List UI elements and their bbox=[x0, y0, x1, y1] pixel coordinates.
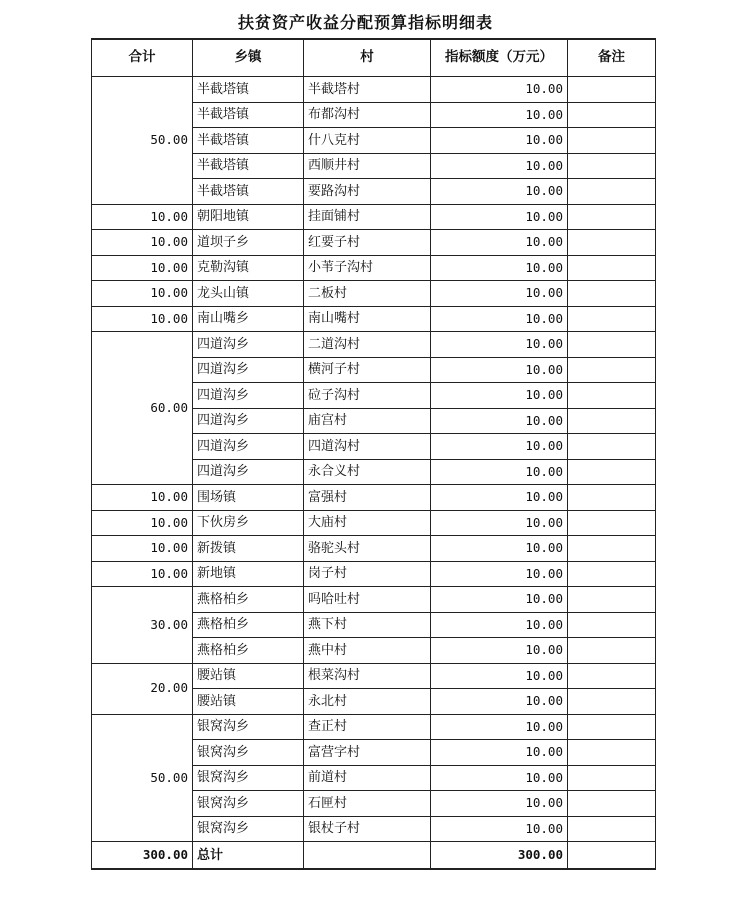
town-cell: 半截塔镇 bbox=[193, 179, 304, 205]
town-cell: 燕格柏乡 bbox=[193, 638, 304, 664]
remark-cell bbox=[568, 306, 656, 332]
village-cell: 燕下村 bbox=[304, 612, 431, 638]
quota-cell: 10.00 bbox=[431, 663, 568, 689]
village-cell: 小苇子沟村 bbox=[304, 255, 431, 281]
grand-total-remark-cell bbox=[568, 842, 656, 870]
quota-cell: 10.00 bbox=[431, 689, 568, 715]
quota-cell: 10.00 bbox=[431, 230, 568, 256]
grand-total-row bbox=[92, 842, 656, 870]
remark-cell bbox=[568, 816, 656, 842]
group-total: 20.00 bbox=[92, 663, 193, 714]
remark-cell bbox=[568, 714, 656, 740]
village-cell: 要路沟村 bbox=[304, 179, 431, 205]
quota-cell: 10.00 bbox=[431, 306, 568, 332]
table-row bbox=[92, 587, 656, 613]
grand-total-village-cell bbox=[304, 842, 431, 870]
quota-cell: 10.00 bbox=[431, 128, 568, 154]
quota-cell: 10.00 bbox=[431, 510, 568, 536]
group-total: 60.00 bbox=[92, 332, 193, 485]
village-cell: 岗子村 bbox=[304, 561, 431, 587]
group-total: 10.00 bbox=[92, 561, 193, 587]
quota-cell: 10.00 bbox=[431, 638, 568, 664]
group-total: 10.00 bbox=[92, 306, 193, 332]
village-cell: 西顺井村 bbox=[304, 153, 431, 179]
header-village: 村 bbox=[304, 39, 431, 77]
remark-cell bbox=[568, 536, 656, 562]
table-row bbox=[92, 332, 656, 358]
quota-cell: 10.00 bbox=[431, 179, 568, 205]
remark-cell bbox=[568, 663, 656, 689]
town-cell: 道坝子乡 bbox=[193, 230, 304, 256]
quota-cell: 10.00 bbox=[431, 714, 568, 740]
header-town: 乡镇 bbox=[193, 39, 304, 77]
grand-total-quota: 300.00 bbox=[431, 842, 568, 870]
village-cell: 查正村 bbox=[304, 714, 431, 740]
town-cell: 半截塔镇 bbox=[193, 153, 304, 179]
town-cell: 四道沟乡 bbox=[193, 357, 304, 383]
town-cell: 四道沟乡 bbox=[193, 383, 304, 409]
town-cell: 四道沟乡 bbox=[193, 434, 304, 460]
table-row bbox=[92, 204, 656, 230]
village-cell: 吗哈吐村 bbox=[304, 587, 431, 613]
group-total: 10.00 bbox=[92, 536, 193, 562]
remark-cell bbox=[568, 153, 656, 179]
remark-cell bbox=[568, 281, 656, 307]
remark-cell bbox=[568, 485, 656, 511]
remark-cell bbox=[568, 357, 656, 383]
group-total: 10.00 bbox=[92, 255, 193, 281]
page-title: 扶贫资产收益分配预算指标明细表 bbox=[237, 13, 493, 32]
remark-cell bbox=[568, 689, 656, 715]
quota-cell: 10.00 bbox=[431, 485, 568, 511]
remark-cell bbox=[568, 179, 656, 205]
remark-cell bbox=[568, 128, 656, 154]
village-cell: 挂面铺村 bbox=[304, 204, 431, 230]
remark-cell bbox=[568, 587, 656, 613]
quota-cell: 10.00 bbox=[431, 281, 568, 307]
remark-cell bbox=[568, 638, 656, 664]
remark-cell bbox=[568, 510, 656, 536]
remark-cell bbox=[568, 612, 656, 638]
quota-cell: 10.00 bbox=[431, 587, 568, 613]
remark-cell bbox=[568, 102, 656, 128]
remark-cell bbox=[568, 791, 656, 817]
quota-cell: 10.00 bbox=[431, 332, 568, 358]
group-total: 10.00 bbox=[92, 204, 193, 230]
table-row bbox=[92, 281, 656, 307]
town-cell: 半截塔镇 bbox=[193, 128, 304, 154]
header-quota: 指标额度（万元） bbox=[431, 39, 568, 77]
town-cell: 燕格柏乡 bbox=[193, 612, 304, 638]
quota-cell: 10.00 bbox=[431, 612, 568, 638]
quota-cell: 10.00 bbox=[431, 459, 568, 485]
quota-cell: 10.00 bbox=[431, 204, 568, 230]
remark-cell bbox=[568, 740, 656, 766]
quota-cell: 10.00 bbox=[431, 765, 568, 791]
quota-cell: 10.00 bbox=[431, 408, 568, 434]
table-row bbox=[92, 510, 656, 536]
village-cell: 富强村 bbox=[304, 485, 431, 511]
remark-cell bbox=[568, 230, 656, 256]
town-cell: 腰站镇 bbox=[193, 689, 304, 715]
town-cell: 下伙房乡 bbox=[193, 510, 304, 536]
town-cell: 半截塔镇 bbox=[193, 77, 304, 103]
table-header bbox=[92, 39, 656, 77]
remark-cell bbox=[568, 255, 656, 281]
header-remark: 备注 bbox=[568, 39, 656, 77]
village-cell: 庙宫村 bbox=[304, 408, 431, 434]
village-cell: 骆驼头村 bbox=[304, 536, 431, 562]
town-cell: 朝阳地镇 bbox=[193, 204, 304, 230]
table-row bbox=[92, 663, 656, 689]
village-cell: 前道村 bbox=[304, 765, 431, 791]
group-total: 10.00 bbox=[92, 281, 193, 307]
quota-cell: 10.00 bbox=[431, 434, 568, 460]
village-cell: 银杖子村 bbox=[304, 816, 431, 842]
header-row bbox=[92, 39, 656, 77]
remark-cell bbox=[568, 204, 656, 230]
quota-cell: 10.00 bbox=[431, 357, 568, 383]
table-row bbox=[92, 77, 656, 103]
table-footer bbox=[92, 842, 656, 870]
group-total: 10.00 bbox=[92, 510, 193, 536]
remark-cell bbox=[568, 77, 656, 103]
village-cell: 横河子村 bbox=[304, 357, 431, 383]
group-total: 50.00 bbox=[92, 77, 193, 205]
village-cell: 什八克村 bbox=[304, 128, 431, 154]
table-row bbox=[92, 714, 656, 740]
remark-cell bbox=[568, 561, 656, 587]
table-row bbox=[92, 561, 656, 587]
table-row bbox=[92, 485, 656, 511]
town-cell: 新拨镇 bbox=[193, 536, 304, 562]
town-cell: 银窝沟乡 bbox=[193, 791, 304, 817]
town-cell: 四道沟乡 bbox=[193, 332, 304, 358]
village-cell: 根菜沟村 bbox=[304, 663, 431, 689]
grand-total-label: 总计 bbox=[193, 842, 304, 870]
table-row bbox=[92, 536, 656, 562]
quota-cell: 10.00 bbox=[431, 791, 568, 817]
town-cell: 燕格柏乡 bbox=[193, 587, 304, 613]
quota-cell: 10.00 bbox=[431, 255, 568, 281]
quota-cell: 10.00 bbox=[431, 77, 568, 103]
remark-cell bbox=[568, 332, 656, 358]
group-total: 10.00 bbox=[92, 485, 193, 511]
town-cell: 腰站镇 bbox=[193, 663, 304, 689]
table-body bbox=[92, 77, 656, 842]
village-cell: 红要子村 bbox=[304, 230, 431, 256]
town-cell: 四道沟乡 bbox=[193, 408, 304, 434]
remark-cell bbox=[568, 383, 656, 409]
village-cell: 二板村 bbox=[304, 281, 431, 307]
quota-cell: 10.00 bbox=[431, 561, 568, 587]
village-cell: 大庙村 bbox=[304, 510, 431, 536]
town-cell: 银窝沟乡 bbox=[193, 740, 304, 766]
remark-cell bbox=[568, 459, 656, 485]
table-row bbox=[92, 306, 656, 332]
quota-cell: 10.00 bbox=[431, 102, 568, 128]
header-total: 合计 bbox=[92, 39, 193, 77]
town-cell: 半截塔镇 bbox=[193, 102, 304, 128]
table-row bbox=[92, 230, 656, 256]
quota-cell: 10.00 bbox=[431, 816, 568, 842]
budget-table bbox=[91, 38, 656, 870]
remark-cell bbox=[568, 765, 656, 791]
village-cell: 石匣村 bbox=[304, 791, 431, 817]
village-cell: 二道沟村 bbox=[304, 332, 431, 358]
town-cell: 南山嘴乡 bbox=[193, 306, 304, 332]
village-cell: 富营字村 bbox=[304, 740, 431, 766]
quota-cell: 10.00 bbox=[431, 153, 568, 179]
grand-total-sum: 300.00 bbox=[92, 842, 193, 870]
village-cell: 永北村 bbox=[304, 689, 431, 715]
town-cell: 克勒沟镇 bbox=[193, 255, 304, 281]
town-cell: 围场镇 bbox=[193, 485, 304, 511]
village-cell: 半截塔村 bbox=[304, 77, 431, 103]
group-total: 50.00 bbox=[92, 714, 193, 842]
town-cell: 龙头山镇 bbox=[193, 281, 304, 307]
village-cell: 砬子沟村 bbox=[304, 383, 431, 409]
group-total: 30.00 bbox=[92, 587, 193, 664]
town-cell: 银窝沟乡 bbox=[193, 816, 304, 842]
quota-cell: 10.00 bbox=[431, 740, 568, 766]
village-cell: 布都沟村 bbox=[304, 102, 431, 128]
town-cell: 银窝沟乡 bbox=[193, 765, 304, 791]
town-cell: 银窝沟乡 bbox=[193, 714, 304, 740]
village-cell: 南山嘴村 bbox=[304, 306, 431, 332]
town-cell: 四道沟乡 bbox=[193, 459, 304, 485]
town-cell: 新地镇 bbox=[193, 561, 304, 587]
village-cell: 四道沟村 bbox=[304, 434, 431, 460]
group-total: 10.00 bbox=[92, 230, 193, 256]
remark-cell bbox=[568, 408, 656, 434]
quota-cell: 10.00 bbox=[431, 536, 568, 562]
remark-cell bbox=[568, 434, 656, 460]
village-cell: 永合义村 bbox=[304, 459, 431, 485]
village-cell: 燕中村 bbox=[304, 638, 431, 664]
quota-cell: 10.00 bbox=[431, 383, 568, 409]
table-row bbox=[92, 255, 656, 281]
